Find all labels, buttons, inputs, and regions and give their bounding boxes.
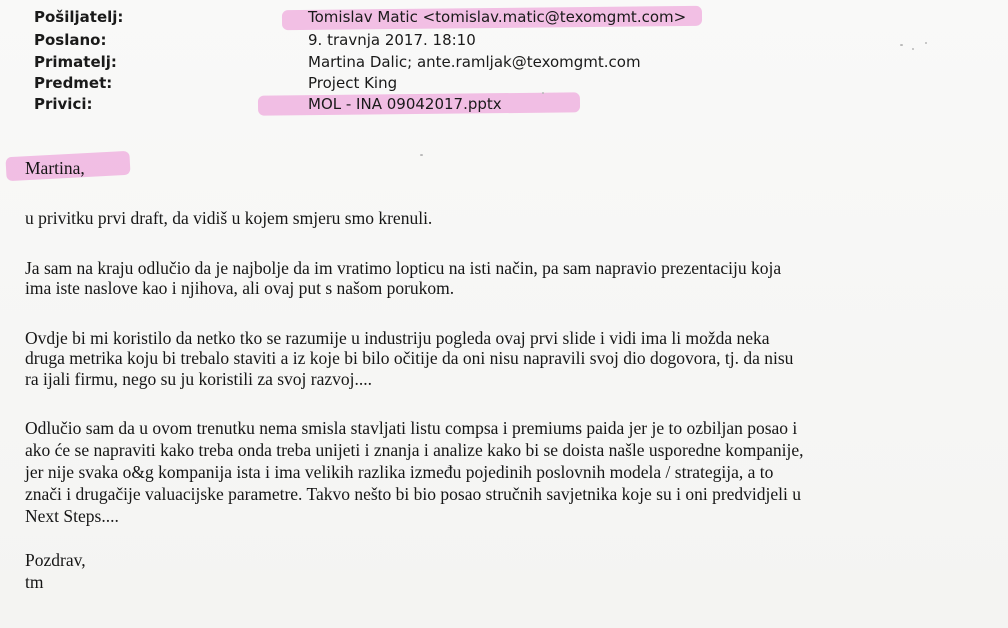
scan-speck (900, 44, 903, 46)
scan-speck (542, 92, 544, 94)
header-value: Project King (308, 74, 398, 92)
header-label: Primatelj: (34, 53, 117, 71)
header-label: Predmet: (34, 74, 113, 92)
header-label: Privici: (34, 95, 93, 113)
body-line: druga metrika koju bi trebalo staviti a iz koje bi bilo očitije da oni nisu napravili svoj dio dogovora, tj. da nisu (25, 348, 794, 368)
body-line: u privitku prvi draft, da vidiš u kojem smjeru smo krenuli. (25, 208, 433, 228)
body-line: jer nije svaka o&g kompanija ista i ima velikih razlika između pojedinih poslovnih modela / strategija, a to (25, 462, 774, 482)
scan-speck (912, 48, 914, 50)
body-line: znači i drugačije valuacijske parametre. Takvo nešto bi bio posao stručnih savjetnika koje su i oni predvidjeli u (25, 484, 802, 504)
body-line: ima iste naslove kao i njihova, ali ovaj put s našom porukom. (25, 278, 455, 298)
header-value: 9. travnja 2017. 18:10 (308, 31, 476, 49)
header-value: Martina Dalic; ante.ramljak@texomgmt.com (308, 53, 641, 71)
scan-speck (925, 42, 927, 44)
salutation: Martina, (25, 158, 85, 178)
scan-speck (420, 154, 423, 156)
closing: Pozdrav, (25, 550, 86, 570)
signature: tm (25, 572, 44, 592)
body-line: Next Steps.... (25, 506, 119, 526)
body-line: ako će se napraviti kako treba onda treba unijeti i znanja i analize kako bi se doista našle usporedne kompanije, (25, 440, 804, 460)
header-label: Poslano: (34, 31, 107, 49)
body-line: ra ijali firmu, nego su ju koristili za svoj razvoj.... (25, 369, 373, 389)
body-line: Ovdje bi mi koristilo da netko tko se razumije u industriju pogleda ovaj prvi slide i vidi ima li možda neka (25, 328, 770, 348)
header-value: MOL - INA 09042017.pptx (308, 95, 502, 113)
header-value: Tomislav Matic <tomislav.matic@texomgmt.com> (308, 8, 687, 26)
body-line: Odlučio sam da u ovom trenutku nema smisla stavljati listu compsa i premiums paida jer je to ozbiljan posao i (25, 418, 798, 438)
body-line: Ja sam na kraju odlučio da je najbolje da im vratimo lopticu na isti način, pa sam napravio prezentaciju koja (25, 258, 782, 278)
header-label: Pošiljatelj: (34, 8, 124, 26)
